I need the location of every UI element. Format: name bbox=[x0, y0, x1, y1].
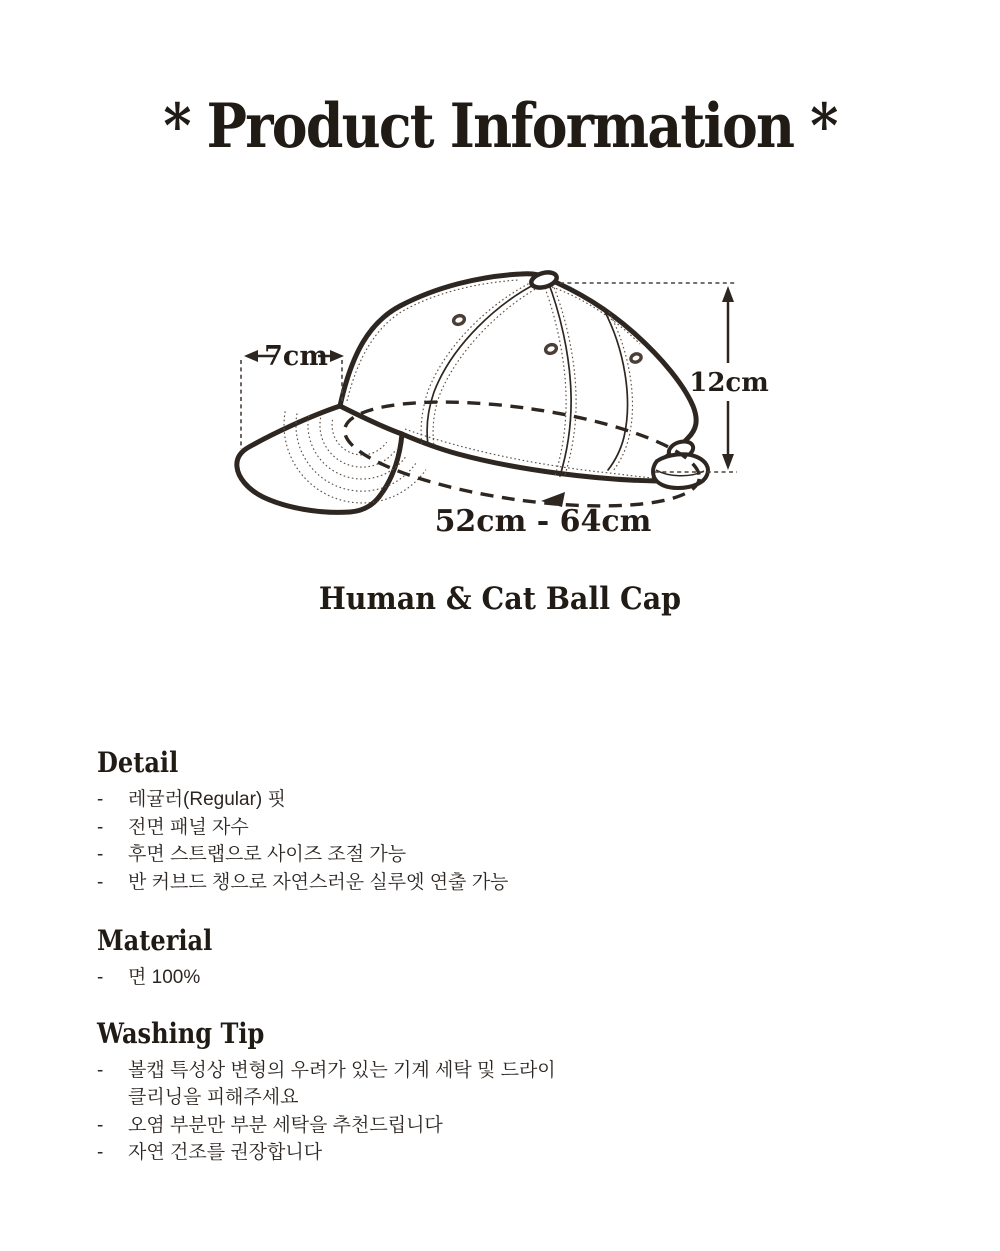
eyelet-icon bbox=[630, 352, 643, 363]
section-material bbox=[97, 926, 717, 992]
dash-bullet: - bbox=[97, 1142, 104, 1163]
list-item: - 전면 패널 자수 bbox=[97, 814, 717, 842]
cap-brim bbox=[237, 406, 402, 512]
brim-length-label: 7cm bbox=[264, 341, 328, 372]
list-item: - 반 커브드 챙으로 자연스러운 실루엣 연출 가능 bbox=[97, 869, 717, 897]
dash-bullet: - bbox=[97, 789, 104, 810]
cap-diagram bbox=[215, 250, 785, 550]
list-item: - 자연 건조를 권장합니다 bbox=[97, 1139, 717, 1167]
list-item: - 오염 부분만 부분 세탁을 추천드립니다 bbox=[97, 1112, 717, 1140]
brim-arrowhead-left bbox=[244, 350, 258, 362]
dash-bullet: - bbox=[97, 1114, 104, 1136]
dash-bullet: - bbox=[97, 967, 104, 988]
page-title: * Product Information * bbox=[163, 91, 837, 162]
height-label: 12cm bbox=[689, 368, 769, 398]
dash-bullet: - bbox=[97, 871, 104, 893]
product-name: Human & Cat Ball Cap bbox=[318, 581, 682, 617]
circumference-label: 52cm - 64cm bbox=[434, 504, 652, 539]
dash-bullet: - bbox=[97, 1059, 104, 1081]
list-item: - 후면 스트랩으로 사이즈 조절 가능 bbox=[97, 841, 717, 869]
material-list bbox=[97, 964, 717, 992]
washing-tip-heading: Washing Tip bbox=[97, 1016, 265, 1050]
info-sections bbox=[97, 748, 717, 1167]
detail-list bbox=[97, 786, 717, 896]
detail-heading: Detail bbox=[97, 746, 179, 779]
dash-bullet: - bbox=[97, 816, 104, 838]
list-item: - 레귤러(Regular) 핏 bbox=[97, 786, 717, 814]
washing-tip-list bbox=[97, 1057, 717, 1167]
height-arrowhead-top bbox=[722, 286, 734, 302]
dash-bullet: - bbox=[97, 844, 104, 865]
list-item: - 볼캡 특성상 변형의 우려가 있는 기계 세탁 및 드라이 클리닝을 피해주세요 bbox=[97, 1057, 717, 1112]
section-detail bbox=[97, 748, 717, 896]
material-heading: Material bbox=[97, 924, 213, 957]
height-arrowhead-bottom bbox=[722, 454, 734, 470]
list-item: - 면 100% bbox=[97, 964, 717, 992]
section-washing-tip bbox=[97, 1016, 717, 1167]
